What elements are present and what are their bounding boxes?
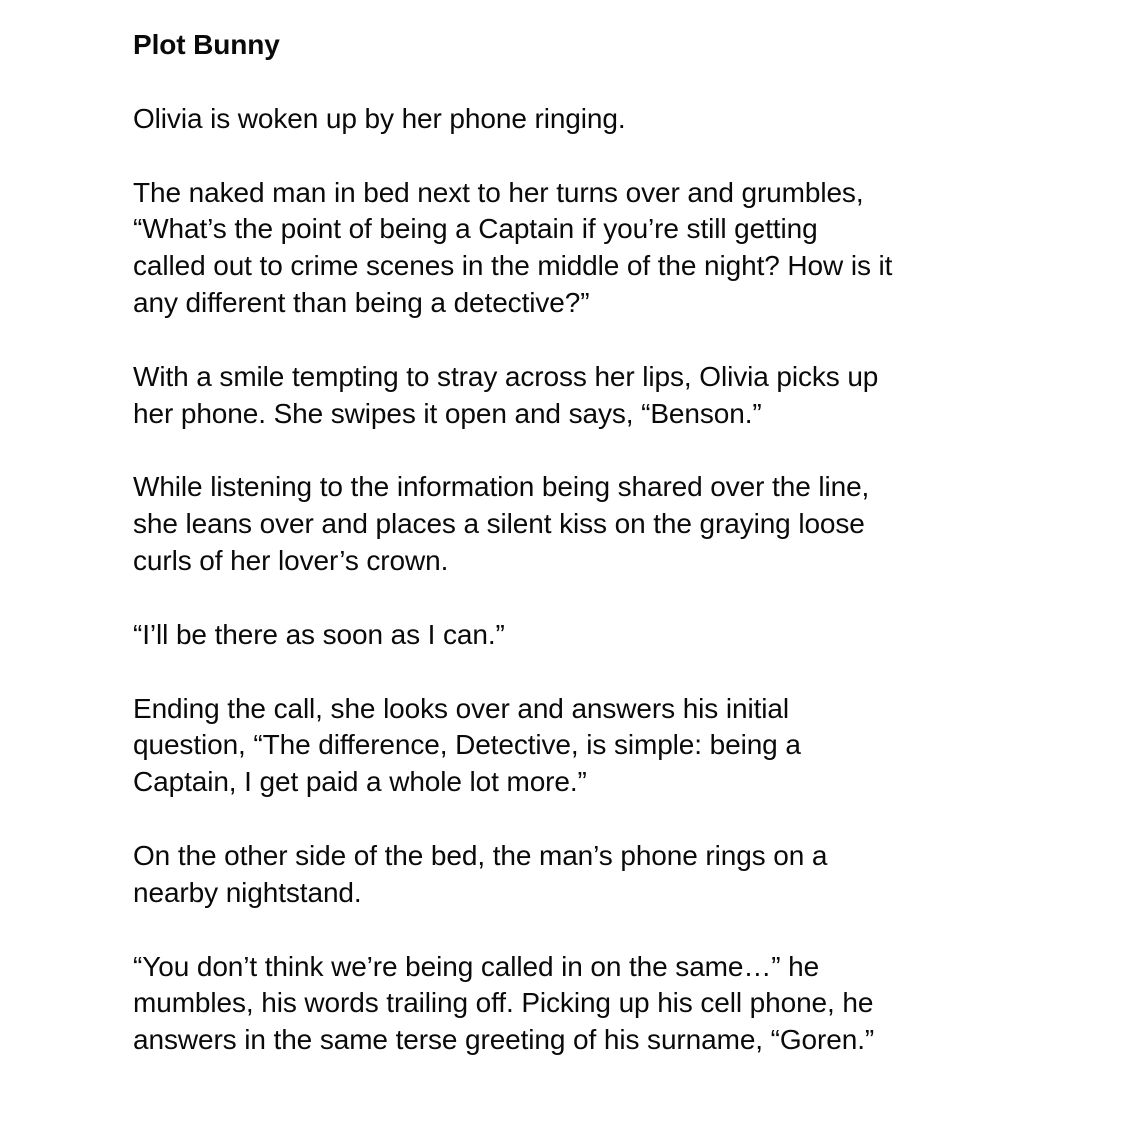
paragraph-line: The naked man in bed next to her turns over and grumbles,	[133, 176, 864, 208]
paragraph-5	[133, 617, 1033, 654]
paragraph-line: nearby nightstand.	[133, 876, 362, 908]
paragraph-2	[133, 175, 1033, 322]
paragraph-line: any different than being a detective?”	[133, 286, 590, 318]
paragraph-line: her phone. She swipes it open and says, “Benson.”	[133, 397, 762, 429]
paragraph-line: “What’s the point of being a Captain if you’re still getting	[133, 213, 818, 245]
paragraph-line: With a smile tempting to stray across her lips, Olivia picks up	[133, 360, 879, 392]
paragraph-line: curls of her lover’s crown.	[133, 544, 449, 576]
document-page	[133, 27, 1033, 1096]
paragraph-line: “You don’t think we’re being called in on the same…” he	[133, 950, 820, 982]
paragraph-line: Ending the call, she looks over and answers his initial	[133, 692, 789, 724]
paragraph-line: “I’ll be there as soon as I can.”	[133, 618, 505, 650]
paragraph-line: mumbles, his words trailing off. Picking up his cell phone, he	[133, 987, 874, 1019]
paragraph-line: While listening to the information being shared over the line,	[133, 471, 870, 503]
paragraph-line: Olivia is woken up by her phone ringing.	[133, 102, 626, 134]
paragraph-line: question, “The difference, Detective, is simple: being a	[133, 729, 801, 761]
paragraph-line: answers in the same terse greeting of his surname, “Goren.”	[133, 1024, 875, 1056]
paragraph-4	[133, 469, 1033, 579]
paragraph-line: Captain, I get paid a whole lot more.”	[133, 766, 587, 798]
paragraph-line: called out to crime scenes in the middle of the night? How is it	[133, 250, 893, 282]
paragraph-6	[133, 691, 1033, 801]
paragraph-3	[133, 359, 1033, 433]
paragraph-7	[133, 838, 1033, 912]
document-title: Plot Bunny	[133, 29, 280, 60]
paragraph-line: On the other side of the bed, the man’s phone rings on a	[133, 839, 828, 871]
paragraph-8	[133, 949, 1033, 1059]
paragraph-1	[133, 101, 1033, 138]
paragraph-line: she leans over and places a silent kiss on the graying loose	[133, 508, 865, 540]
